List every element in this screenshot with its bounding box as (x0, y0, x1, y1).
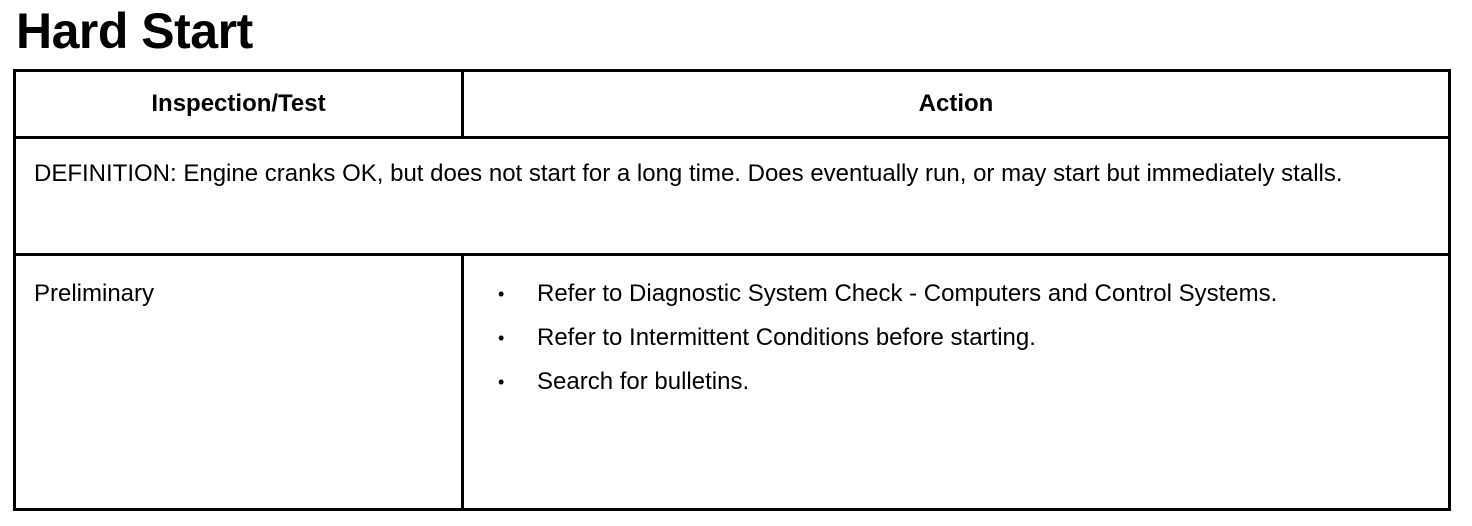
column-header-inspection-test: Inspection/Test (15, 71, 463, 138)
inspection-cell: Preliminary (15, 255, 463, 510)
page-title: Hard Start (16, 3, 253, 59)
action-text: Search for bulletins. (537, 368, 750, 395)
bullet-icon: • (498, 372, 505, 392)
action-text: Refer to Intermittent Conditions before starting. (537, 324, 1036, 351)
bullet-icon: • (498, 284, 505, 304)
column-header-action: Action (463, 71, 1450, 138)
table-row (15, 255, 1450, 510)
action-cell (463, 255, 1450, 510)
definition-text: DEFINITION: Engine cranks OK, but does not start for a long time. Does eventually run, or may start but immediately stalls. (15, 138, 1450, 255)
list-item (498, 360, 1430, 404)
definition-row (15, 138, 1450, 255)
diagnostic-table (13, 69, 1451, 511)
table-header-row (15, 71, 1450, 138)
list-item (498, 316, 1430, 360)
action-text: Refer to Diagnostic System Check - Computers and Control Systems. (537, 280, 1278, 307)
list-item (498, 272, 1430, 316)
bullet-icon: • (498, 328, 505, 348)
action-list (482, 272, 1430, 404)
